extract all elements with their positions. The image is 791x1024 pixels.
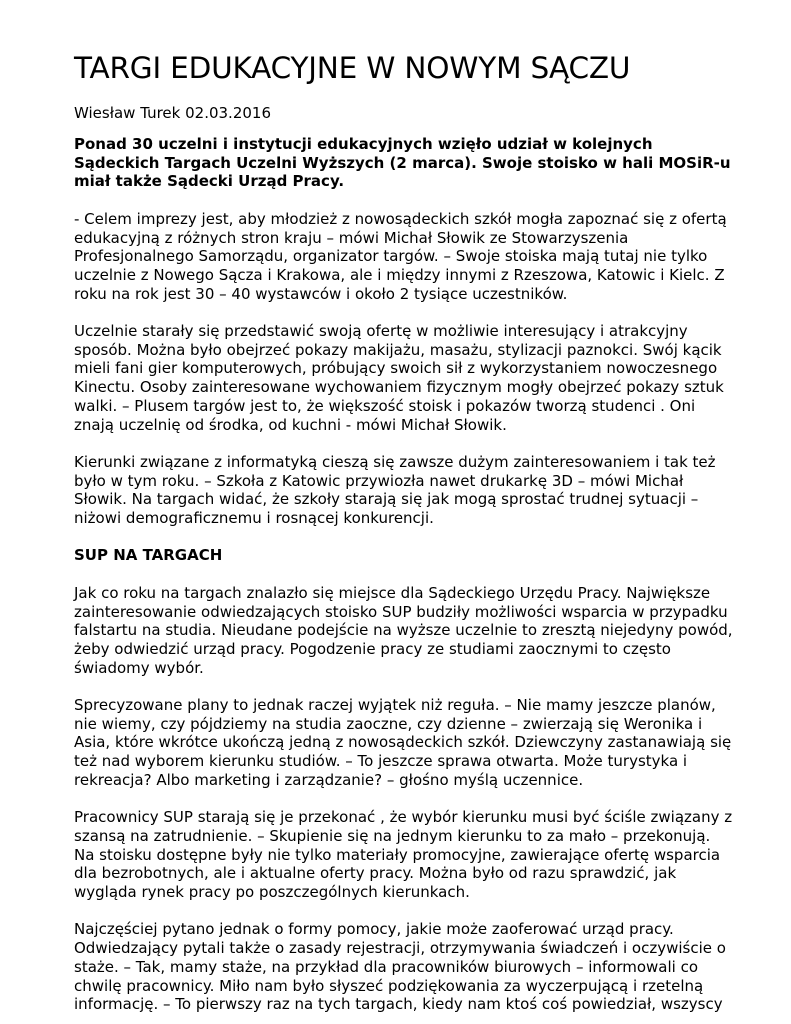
article-title: TARGI EDUKACYJNE W NOWYM SĄCZU: [74, 51, 631, 85]
text-line: Uczelnie starały się przedstawić swoją ofertę w możliwie interesujący i atrakcyjny: [74, 322, 688, 340]
text-line: staże. – Tak, mamy staże, na przykład dla pracowników biurowych – informowali co: [74, 957, 699, 976]
paragraph: [74, 696, 764, 790]
paragraph: [74, 210, 764, 304]
text-line: rekreacja? Albo marketing i zarządzanie? – głośno myślą uczennice.: [74, 770, 584, 789]
text-line: edukacyjną z różnych stron kraju – mówi Michał Słowik ze Stowarzyszenia: [74, 228, 629, 247]
article: [74, 48, 764, 1014]
text-line: świadomy wybór.: [74, 658, 204, 677]
text-line: było w tym roku. – Szkoła z Katowic przywiozła nawet drukarkę 3D – mówi Michał: [74, 471, 684, 490]
text-line: Asia, które wkrótce ukończą jedną z nowosądeckich szkół. Dziewczyny zastanawiają się: [74, 733, 732, 752]
text-line: sposób. Można było obejrzeć pokazy makijażu, masażu, stylizacji paznokci. Swój kącik: [74, 340, 722, 359]
text-line: Kierunki związane z informatyką cieszą się zawsze dużym zainteresowaniem i tak też: [74, 452, 716, 471]
paragraph: [74, 920, 764, 1014]
article-lead: [74, 135, 764, 191]
paragraph: [74, 584, 764, 678]
text-line: Kinectu. Osoby zainteresowane wychowaniem fizycznym mogły obejrzeć pokazy sztuk: [74, 378, 724, 397]
text-line: też nad wyborem kierunku studiów. – To jeszcze sprawa otwarta. Może turystyka i: [74, 752, 688, 771]
text-line: Najczęściej pytano jednak o formy pomocy, jakie może zaoferować urząd pracy.: [74, 920, 674, 939]
text-line: zainteresowanie odwiedzających stoisko SUP budziły możliwości wsparcia w przypadku: [74, 602, 728, 621]
text-line: wygląda rynek pracy po poszczególnych kierunkach.: [74, 883, 470, 902]
text-line: - Celem imprezy jest, aby młodzież z nowosądeckich szkół mogła zapoznać się z ofertą: [74, 209, 727, 228]
text-line: Sprecyzowane plany to jednak raczej wyjątek niż reguła. – Nie mamy jeszcze planów,: [74, 696, 716, 714]
text-line: Pracownicy SUP starają się je przekonać , że wybór kierunku musi być ściśle związany z: [74, 808, 733, 827]
text-line: Na stoisku dostępne były nie tylko materiały promocyjne, zawierające ofertę wsparcia: [74, 845, 721, 864]
text-line: szansą na zatrudnienie. – Skupienie się na jednym kierunku to za mało – przekonują.: [74, 826, 711, 845]
text-line: Profesjonalnego Samorządu, organizator targów. – Swoje stoiska mają tutaj nie tylko: [74, 247, 708, 266]
text-line: uczelnie z Nowego Sącza i Krakowa, ale i między innymi z Rzeszowa, Katowic i Kielc. Z: [74, 265, 725, 284]
text-line: roku na rok jest 30 – 40 wystawców i około 2 tysiące uczestników.: [74, 284, 568, 303]
paragraph: [74, 322, 764, 434]
text-line: mieli fani gier komputerowych, próbujący swoich sił z wykorzystaniem nowoczesnego: [74, 359, 718, 378]
article-byline: Wiesław Turek 02.03.2016: [74, 104, 271, 122]
text-line: dla bezrobotnych, ale i aktualne oferty pracy. Można było od razu sprawdzić, jak: [74, 864, 677, 883]
section-intro: [74, 210, 764, 528]
text-line: Sądeckich Targach Uczelni Wyższych (2 marca). Swoje stoisko w hali MOSiR-u: [74, 153, 731, 172]
text-line: znają uczelnię od środka, od kuchni - mówi Michał Słowik.: [74, 415, 507, 434]
text-line: Ponad 30 uczelni i instytucji edukacyjnych wzięło udział w kolejnych: [74, 135, 653, 153]
text-line: informację. – To pierwszy raz na tych targach, kiedy nam ktoś coś powiedział, wszyscy: [74, 995, 723, 1014]
text-line: Odwiedzający pytali także o zasady rejestracji, otrzymywania świadczeń i oczywiście o: [74, 939, 726, 958]
text-line: walki. – Plusem targów jest to, że większość stoisk i pokazów tworzą studenci . Oni: [74, 396, 696, 415]
text-line: falstartu na studia. Nieudane podejście na wyższe uczelnie to zresztą niejedyny powód,: [74, 621, 733, 640]
paragraph: [74, 808, 764, 902]
text-line: Jak co roku na targach znalazło się miejsce dla Sądeckiego Urzędu Pracy. Największe: [74, 583, 711, 602]
text-line: chwilę pracownicy. Miło nam było słyszeć podziękowania za wyczerpującą i rzetelną: [74, 976, 704, 995]
text-line: miał także Sądecki Urząd Pracy.: [74, 172, 345, 191]
text-line: nie wiemy, czy pójdziemy na studia zaoczne, czy dzienne – zwierzają się Weronika i: [74, 714, 703, 733]
paragraph: [74, 453, 764, 528]
text-line: Słowik. Na targach widać, że szkoły starają się jak mogą sprostać trudnej sytuacji –: [74, 490, 699, 509]
text-line: żeby odwiedzić urząd pracy. Pogodzenie pracy ze studiami zaocznymi to często: [74, 639, 671, 658]
section-subheading: SUP NA TARGACH: [74, 546, 223, 565]
text-line: niżowi demograficznemu i rosnącej konkurencji.: [74, 509, 434, 528]
section-sup: [74, 584, 764, 1014]
